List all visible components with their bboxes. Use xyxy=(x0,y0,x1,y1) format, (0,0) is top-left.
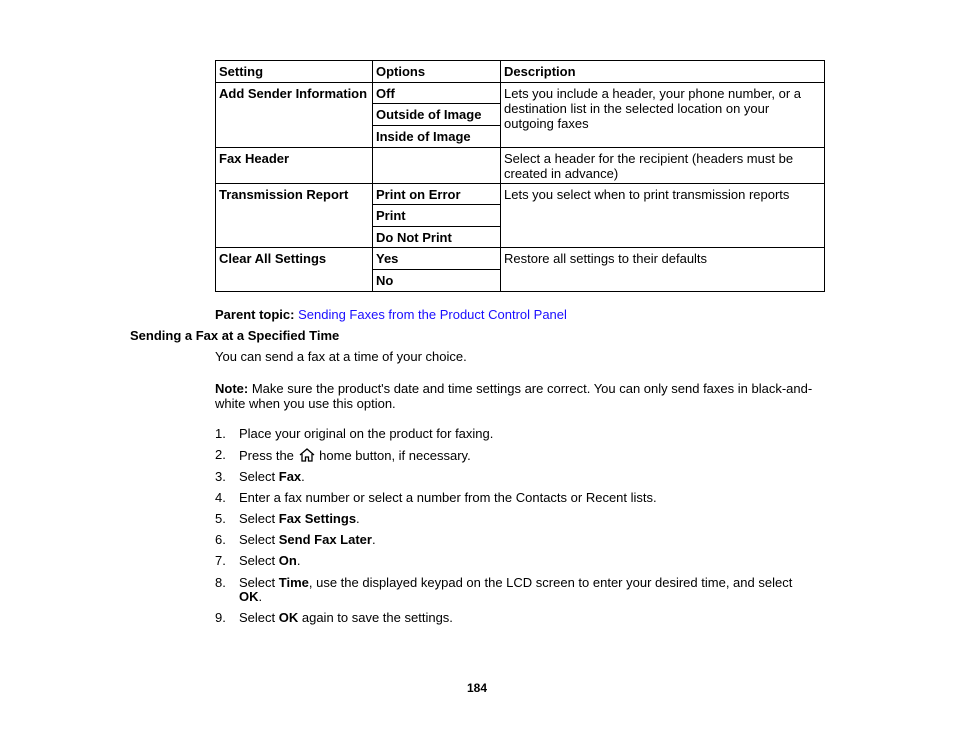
parent-topic-label: Parent topic: xyxy=(215,307,295,322)
intro-text: You can send a fax at a time of your choice. xyxy=(215,349,467,364)
step-text-post: . xyxy=(301,469,305,484)
option-cell: Inside of Image xyxy=(373,126,501,148)
option-cell: No xyxy=(373,270,501,292)
step-bold: Send Fax Later xyxy=(278,532,372,547)
step-text-post: , use the displayed keypad on the LCD screen to enter your desired time, and select xyxy=(308,575,793,590)
option-cell: Outside of Image xyxy=(373,104,501,126)
table-row xyxy=(216,83,825,104)
step-text-pre: Select xyxy=(239,553,279,568)
step-text xyxy=(239,448,809,465)
step-bold: Time xyxy=(278,575,309,590)
note xyxy=(215,381,825,411)
step-text-post: . xyxy=(371,532,376,547)
description-cell: Restore all settings to their defaults xyxy=(501,248,825,292)
note-label: Note: xyxy=(215,381,249,396)
option-cell: Do Not Print xyxy=(373,227,501,248)
step-text-pre: Select xyxy=(239,575,279,590)
step-number: 4. xyxy=(215,490,226,505)
option-cell xyxy=(373,148,501,184)
description-cell: Lets you include a header, your phone number, or a destination list in the selected location on your outgoing faxes xyxy=(501,83,825,148)
step-text xyxy=(239,554,809,568)
description-cell: Lets you select when to print transmission reports xyxy=(501,184,825,248)
setting-cell: Fax Header xyxy=(216,148,373,184)
step-number: 5. xyxy=(215,511,226,526)
step-text-pre: Select xyxy=(239,610,279,625)
table-row xyxy=(216,148,825,184)
table-header-row xyxy=(216,61,825,83)
home-icon xyxy=(299,448,315,465)
step-text-pre: Press the xyxy=(239,448,294,463)
step-text-post: . xyxy=(296,553,301,568)
step-bold: OK xyxy=(239,589,259,604)
step-text-pre: Select xyxy=(239,532,279,547)
step-text-post: . xyxy=(356,511,360,526)
step-text-post: home button, if necessary. xyxy=(319,448,471,463)
step-text xyxy=(239,512,809,526)
step-text-pre: Select xyxy=(239,511,279,526)
step-number: 1. xyxy=(215,426,226,441)
step-bold: Fax xyxy=(278,469,302,484)
option-cell: Off xyxy=(373,83,501,104)
step-number: 2. xyxy=(215,447,226,462)
column-header-options: Options xyxy=(373,61,501,83)
step-number: 9. xyxy=(215,610,226,625)
option-cell: Print on Error xyxy=(373,184,501,205)
step-text-post: again to save the settings. xyxy=(298,610,453,625)
column-header-setting: Setting xyxy=(216,61,373,83)
setting-cell: Add Sender Information xyxy=(216,83,373,148)
column-header-description: Description xyxy=(501,61,825,83)
step-number: 8. xyxy=(215,575,226,590)
table-row xyxy=(216,184,825,205)
settings-table xyxy=(215,60,825,292)
step-number: 7. xyxy=(215,553,226,568)
setting-cell: Clear All Settings xyxy=(216,248,373,292)
step-text xyxy=(239,611,809,625)
table-row xyxy=(216,248,825,270)
step-number: 3. xyxy=(215,469,226,484)
step-number: 6. xyxy=(215,532,226,547)
step-text: Enter a fax number or select a number from the Contacts or Recent lists. xyxy=(239,490,657,505)
step-text xyxy=(239,470,809,484)
step-bold: OK xyxy=(278,610,299,625)
section-title: Sending a Fax at a Specified Time xyxy=(130,328,340,343)
step-text-pre: Select xyxy=(239,469,279,484)
option-cell: Print xyxy=(373,205,501,227)
option-cell: Yes xyxy=(373,248,501,270)
parent-topic xyxy=(215,307,830,322)
description-cell: Select a header for the recipient (headers must be created in advance) xyxy=(501,148,825,184)
step-bold: On xyxy=(278,553,297,568)
step-bold: Fax Settings xyxy=(278,511,357,526)
parent-topic-link[interactable]: Sending Faxes from the Product Control Panel xyxy=(298,307,567,322)
page-number: 184 xyxy=(466,681,488,695)
step-text: Place your original on the product for faxing. xyxy=(239,426,494,441)
note-text: Make sure the product's date and time settings are correct. You can only send faxes in black-and-white when you use this option. xyxy=(215,381,813,411)
step-text-post: . xyxy=(258,589,263,604)
step-text xyxy=(239,533,809,547)
setting-cell: Transmission Report xyxy=(216,184,373,248)
step-text xyxy=(239,576,809,604)
